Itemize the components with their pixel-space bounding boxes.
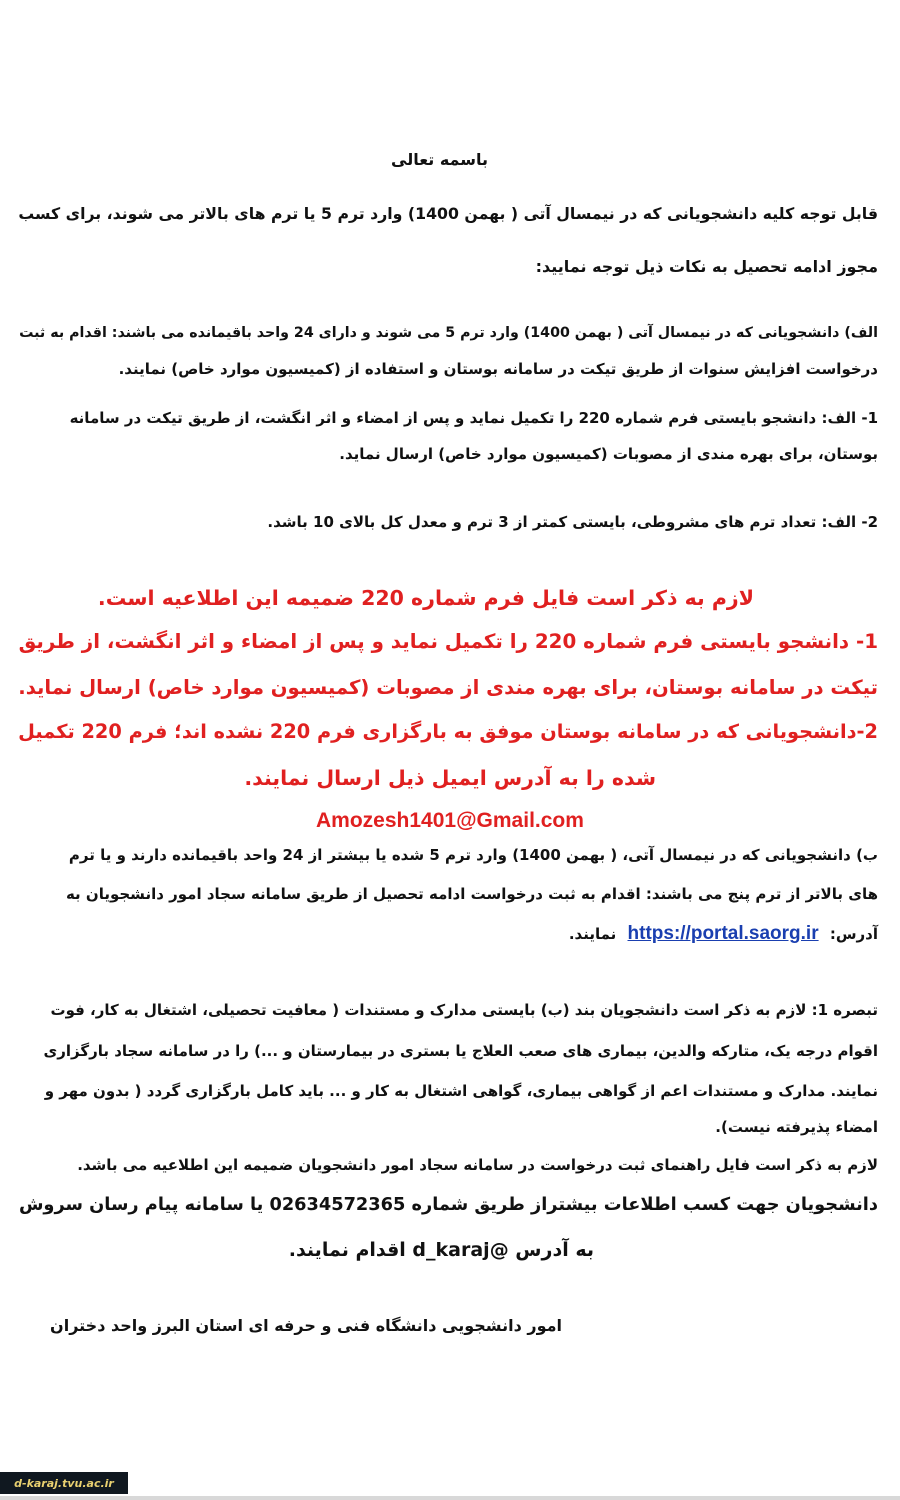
section-a-item-2: 2- الف: تعداد ترم های مشروطی، بایستی کمتر از 3 ترم و معدل کل بالای 10 باشد. <box>267 513 878 531</box>
section-a-line-1: الف) دانشجویانی که در نیمسال آتی ( بهمن 1400) وارد ترم 5 می شوند و دارای 24 واحد باقیمانده می باشند: اقدام به ثبت <box>19 325 878 341</box>
note-1-line-4: امضاء پذیرفته نیست). <box>715 1118 878 1136</box>
notice-line-2: 1- دانشجو بایستی فرم شماره 220 را تکمیل نماید و پس از امضاء و اثر انگشت، از طریق <box>18 630 878 653</box>
address-prefix: آدرس: <box>829 925 878 943</box>
section-b-line-2: های بالاتر از ترم پنج می باشند: اقدام به ثبت درخواست ادامه تحصیل از طریق سامانه سجاد امور دانشجویان به <box>65 885 878 903</box>
site-watermark: d-karaj.tvu.ac.ir <box>0 1472 128 1494</box>
portal-link[interactable]: https://portal.saorg.ir <box>627 923 819 944</box>
contact-line-2: به آدرس @d_karaj اقدام نمایند. <box>288 1239 594 1261</box>
bottom-border <box>0 1496 900 1500</box>
section-a-item-1-line-1: 1- الف: دانشجو بایستی فرم شماره 220 را تکمیل نماید و پس از امضاء و اثر انگشت، از طریق تیکت در سامانه <box>69 409 878 427</box>
note-1-line-5: لازم به ذکر است فایل راهنمای ثبت درخواست در سامانه سجاد امور دانشجویان ضمیمه این اطلاعیه می باشد. <box>77 1156 878 1174</box>
note-1-line-2: اقوام درجه یک، متارکه والدین، بیماری های صعب العلاج یا بستری در بیمارستان و ...) را در سامانه سجاد بارگزاری <box>43 1042 878 1060</box>
section-a-line-2: درخواست افزایش سنوات از طریق تیکت در سامانه بوستان و استفاده از (کمیسیون موارد خاص) نمایند. <box>118 360 878 378</box>
note-1-line-3: نمایند. مدارک و مستندات اعم از گواهی بیماری، گواهی اشتغال به کار و ... باید کامل بارگزاری گردد ( بدون مهر و <box>44 1082 878 1100</box>
contact-line-1: دانشجویان جهت کسب اطلاعات بیشتراز طریق شماره 02634572365 یا سامانه پیام رسان سروش <box>18 1195 878 1215</box>
section-b-line-1: ب) دانشجویانی که در نیمسال آتی، ( بهمن 1400) وارد ترم 5 شده یا بیشتر از 24 واحد باقیمانده دارند و یا ترم <box>68 846 878 864</box>
intro-line-1: قابل توجه کلیه دانشجویانی که در نیمسال آتی ( بهمن 1400) وارد ترم 5 یا ترم های بالاتر می شوند، برای کسب <box>18 204 878 223</box>
section-a-item-1-line-2: بوستان، برای بهره مندی از مصوبات (کمیسیون موارد خاص) ارسال نماید. <box>339 445 878 463</box>
notice-line-3: تیکت در سامانه بوستان، برای بهره مندی از مصوبات (کمیسیون موارد خاص) ارسال نماید. <box>18 676 878 699</box>
note-1-line-1: تبصره 1: لازم به ذکر است دانشجویان بند (ب) بایستی مدارک و مستندات ( معافیت تحصیلی، اشتغال به کار، فوت <box>50 1001 878 1019</box>
notice-line-1: لازم به ذکر است فایل فرم شماره 220 ضمیمه این اطلاعیه است. <box>97 586 754 610</box>
notice-line-4: 2-دانشجویانی که در سامانه بوستان موفق به بارگزاری فرم 220 نشده اند؛ فرم 220 تکمیل <box>18 720 878 743</box>
page-heading: باسمه تعالی <box>391 150 488 169</box>
section-b-address <box>569 924 878 943</box>
notice-line-5: شده را به آدرس ایمیل ذیل ارسال نمایند. <box>244 766 656 790</box>
signature: امور دانشجویی دانشگاه فنی و حرفه ای استان البرز واحد دختران <box>50 1316 562 1335</box>
address-suffix: نمایند. <box>568 925 617 943</box>
notice-email[interactable]: Amozesh1401@Gmail.com <box>316 809 584 832</box>
intro-line-2: مجوز ادامه تحصیل به نکات ذیل توجه نمایید: <box>535 257 878 276</box>
